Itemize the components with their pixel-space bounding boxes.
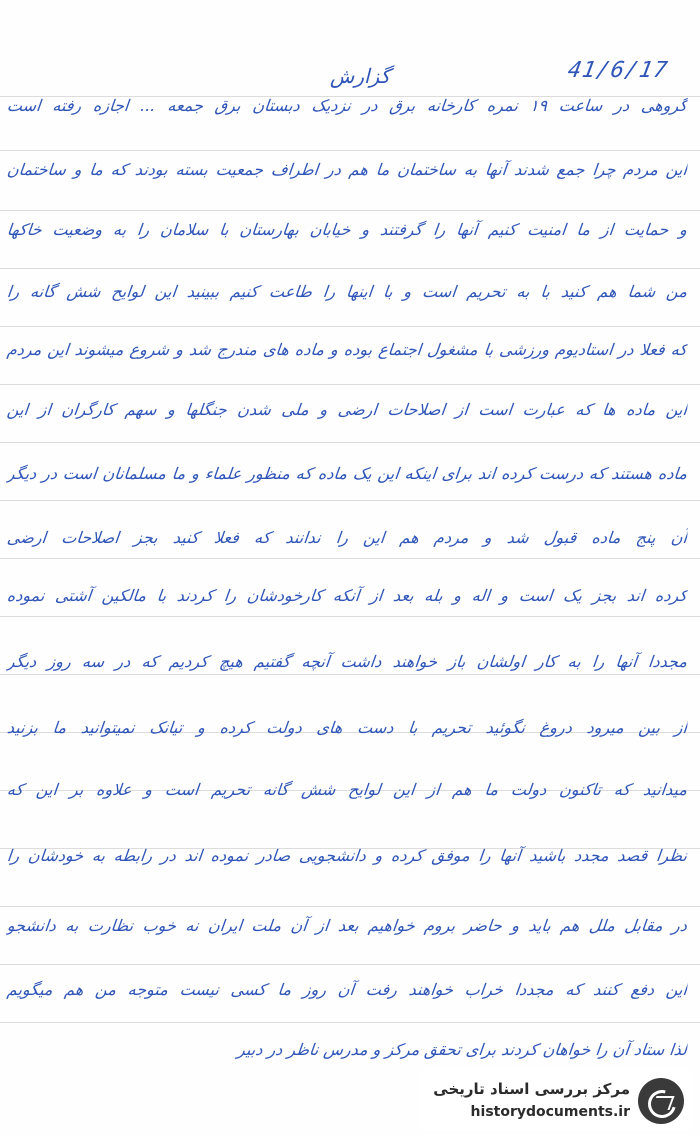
document-title: گزارش: [329, 64, 391, 88]
ruled-line: [0, 442, 700, 443]
handwritten-line: این ماده ها که عبارت است از اصلاحات ارضی و ملی شدن جنگلها و سهم کارگران از این: [6, 400, 689, 419]
document-date: 41/6/17: [565, 58, 670, 83]
handwritten-line: که فعلا در استادیوم ورزشی با مشغول اجتماع بوده و ماده های مندرج شد و شروع میشوند این مردم: [6, 340, 689, 359]
ruled-line: [0, 210, 700, 211]
ruled-line: [0, 384, 700, 385]
handwritten-line: این مردم چرا جمع شدند آنها به ساختمان ما هم در اطراف جمعیت بسته بودند که ما و ساختمان: [6, 160, 689, 179]
ruled-line: [0, 964, 700, 965]
handwritten-line: من شما هم کنید با به تحریم است و با اینها را طاعت کنیم ببینید این لوایح شش گانه را: [6, 282, 689, 301]
handwritten-line: گروهی در ساعت ۱۹ نمره کارخانه برق در نزدیک دبستان برق جمعه ... اجازه رفته است: [6, 96, 689, 115]
archive-watermark: [420, 1068, 692, 1130]
handwritten-line: در مقابل ملل هم باید و حاضر بروم خواهیم بعد از آن ملت ایران نه خوب نظارت به دانشجو: [6, 916, 689, 935]
ruled-line: [0, 326, 700, 327]
handwritten-line: ماده هستند که درست کرده اند برای اینکه این یک ماده که منظور علماء و ما مسلمانان است در دیگر: [6, 464, 689, 483]
ruled-line: [0, 150, 700, 151]
handwritten-line: نظرا قصد مجدد باشید آنها را موفق کرده و دانشجویی صادر نموده اند در رابطه به خودشان را: [6, 846, 689, 865]
watermark-name: مرکز بررسی اسناد تاریخی: [433, 1080, 630, 1098]
handwritten-line: و حمایت از ما امنیت کنیم آنها را گرفتند و خیابان بهارستان با سلامان را به وضعیت خاکها: [6, 220, 689, 239]
handwritten-line: از بین میرود دروغ نگوئید تحریم با دست های دولت کرده و تیانک نمیتوانید ما بزنید: [6, 718, 689, 737]
archive-logo-icon: [638, 1078, 684, 1124]
ruled-line: [0, 268, 700, 269]
handwritten-line: لذا ستاد آن را خواهان کردند برای تحقق مرکز و مدرس ناظر در دبیر: [236, 1040, 689, 1059]
watermark-url: historydocuments.ir: [470, 1104, 630, 1120]
handwritten-line: میدانید که تاکنون دولت ما هم از این لوایح شش گانه تحریم است و علاوه بر این که: [6, 780, 689, 799]
handwritten-line: کرده اند بجز یک است و اله و بله بعد از آنکه کارخودشان را کردند با مالکین آشتی نموده: [6, 586, 689, 605]
handwritten-line: این دفع کنند که مجددا خراب خواهند رفت آن روز ما کسی نیست متوجه من هم میگویم: [6, 980, 689, 999]
ruled-line: [0, 1022, 700, 1023]
ruled-line: [0, 906, 700, 907]
handwritten-line: آن پنج ماده قبول شد و مردم هم این را ندانند که فعلا کنید بجز اصلاحات ارضی: [6, 528, 689, 547]
handwritten-line: مجددا آنها را به کار اولشان باز خواهند داشت آنچه گفتیم هیچ کردیم که در سه روز دیگر: [6, 652, 689, 671]
